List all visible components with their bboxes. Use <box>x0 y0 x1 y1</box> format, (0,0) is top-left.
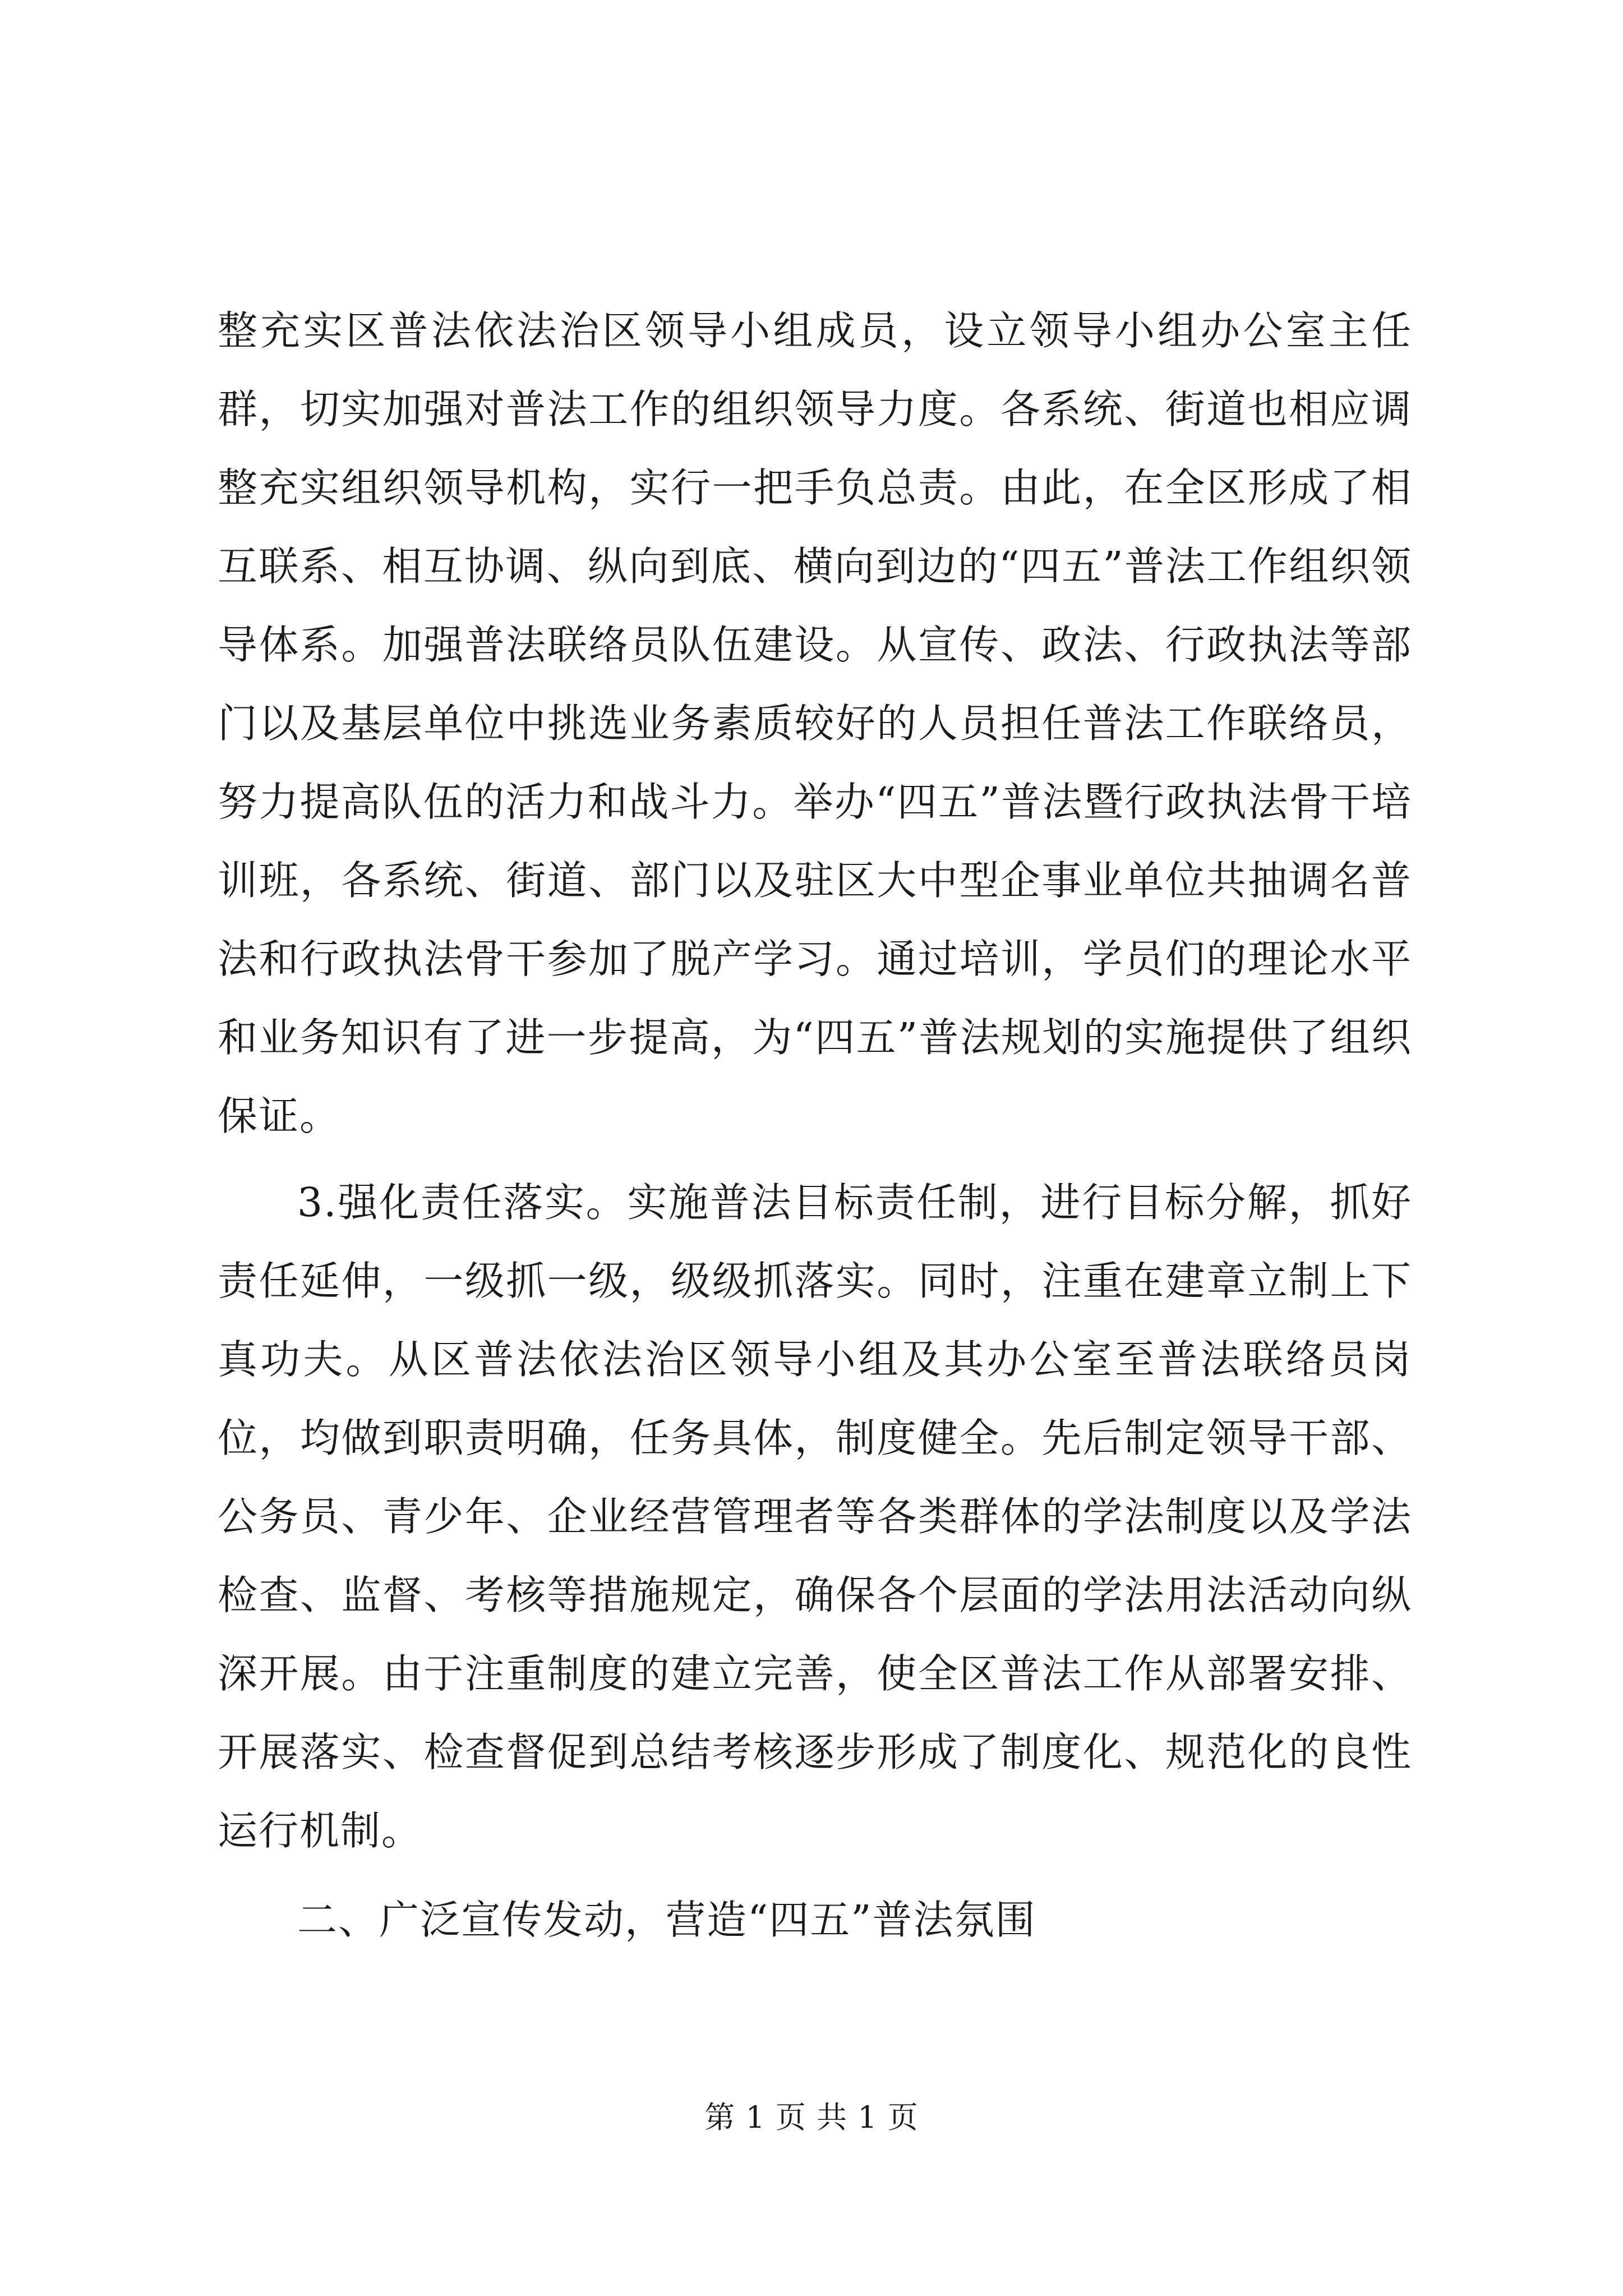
paragraph-gap <box>218 1870 1412 1878</box>
section-heading: 二、广泛宣传发动，营造“四五”普法氛围 <box>297 1897 1036 1943</box>
paragraph-gap <box>218 1156 1412 1163</box>
document-body <box>218 292 1412 1962</box>
paragraph-responsibility: 3.强化责任落实。实施普法目标责任制，进行目标分解，抓好责任延伸，一级抓一级，级级抓落实。同时，注重在建章立制上下真功夫。从区普法依法治区领导小组及其办公室至普法联络员岗位，均做到职责明确，任务具体，制度健全。先后制定领导干部、公务员、青少年、企业经营管理者等各类群体的学法制度以及学法检查、监督、考核等措施规定，确保各个层面的学法用法活动向纵深开展。由于注重制度的建立完善，使全区普法工作从部署安排、开展落实、检查督促到总结考核逐步形成了制度化、规范化的良性运行机制。 <box>218 1179 1412 1854</box>
paragraph-continuation: 整充实区普法依法治区领导小组成员，设立领导小组办公室主任群，切实加强对普法工作的组织领导力度。各系统、街道也相应调整充实组织领导机构，实行一把手负总责。由此，在全区形成了相互联系、相互协调、纵向到底、横向到边的“四五”普法工作组织领导体系。加强普法联络员队伍建设。从宣传、政法、行政执法等部门以及基层单位中挑选业务素质较好的人员担任普法工作联络员，努力提高队伍的活力和战斗力。举办“四五”普法暨行政执法骨干培训班，各系统、街道、部门以及驻区大中型企事业单位共抽调名普法和行政执法骨干参加了脱产学习。通过培训，学员们的理论水平和业务知识有了进一步提高，为“四五”普法规划的实施提供了组织保证。 <box>218 307 1412 1139</box>
page-number-footer: 第 1 页 共 1 页 <box>704 2100 919 2135</box>
